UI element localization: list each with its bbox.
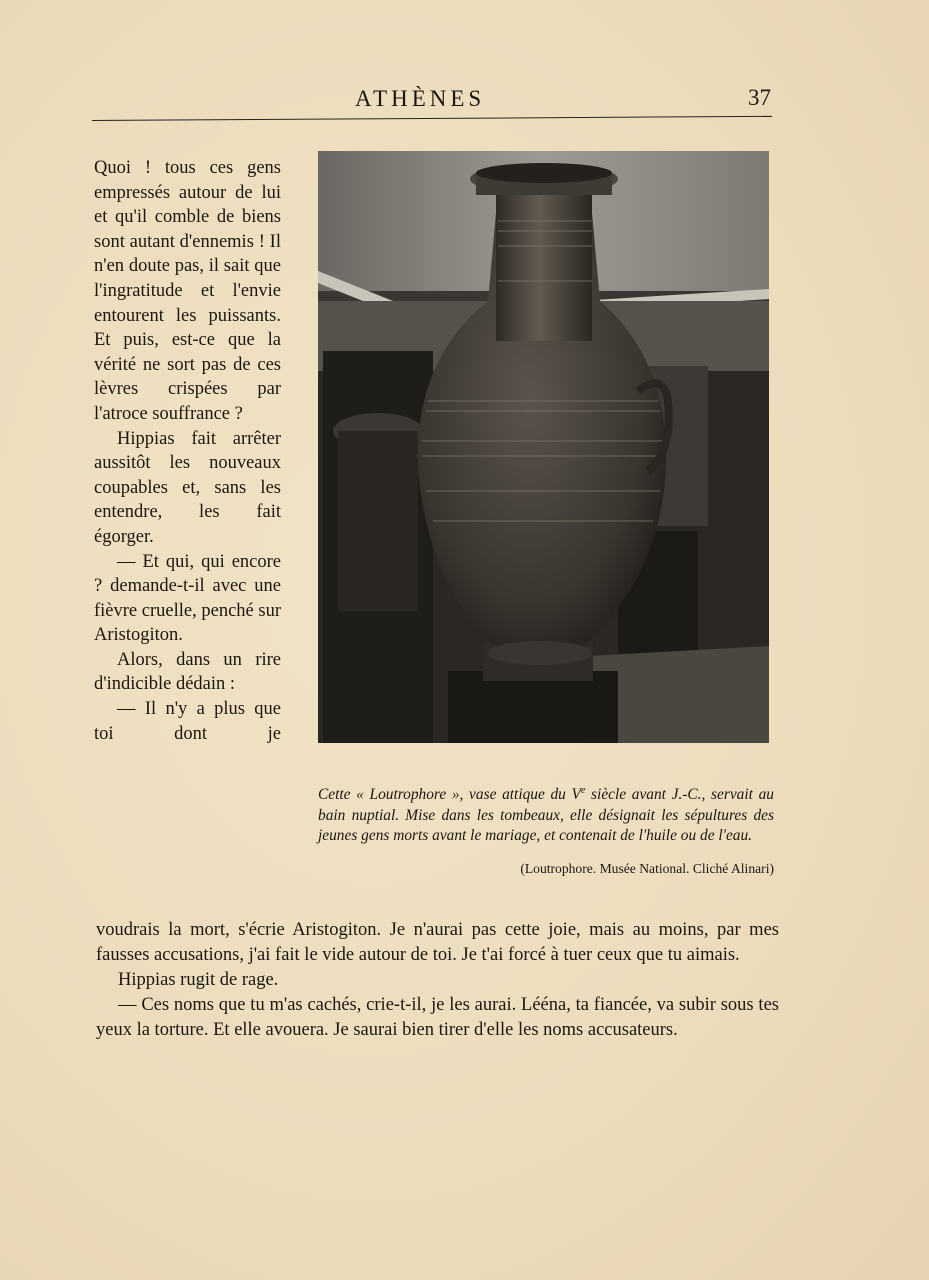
header-rule — [92, 116, 772, 121]
running-head-title: ATHÈNES — [355, 86, 486, 111]
paragraph: Hippias rugit de rage. — [118, 970, 279, 990]
paragraph: — Et qui, qui encore ? demande-t-il avec une fièvre cruelle, penché sur Aristogiton. — [94, 551, 281, 646]
paragraph: — Il n'y a plus que toi dont je — [94, 699, 281, 744]
caption-text: siècle avant J.-C., servait au bain nuptial. Mise dans les tombeaux, elle désignait les sépultures des jeunes gens morts avant le mariage, et contenait de l'huile ou de l'eau. — [318, 786, 774, 845]
figure-caption — [318, 781, 774, 847]
paragraph: — Ces noms que tu m'as cachés, crie-t-il, je les aurai. Lééna, ta fiancée, va subir sous tes yeux la torture. Et elle avouera. Je saurai bien tirer d'elle les noms accusateurs. — [96, 995, 779, 1040]
paragraph: Alors, dans un rire d'indicible dédain : — [94, 649, 281, 695]
photo-credit: (Loutrophore. Musée National. Cliché Alinari) — [520, 861, 774, 876]
full-width-text — [96, 918, 779, 1043]
loutrophore-photo — [318, 151, 769, 743]
page-number: 37 — [748, 85, 771, 110]
narrow-text-column — [94, 156, 281, 746]
paragraph: Quoi ! tous ces gens empressés autour de lui et qu'il comble de biens sont autant d'ennemis ! Il n'en doute pas, il sait que l'ingratitude et l'envie entourent les puissants. Et puis, est-ce que la vérité ne sort pas de ces lèvres crispées par l'atroce souffrance ? — [94, 158, 281, 424]
paragraph: voudrais la mort, s'écrie Aristogiton. Je n'aurai pas cette joie, mais au moins, par mes fausses accusations, j'ai fait le vide autour de toi. Je t'ai forcé à tuer ceux que tu aimais. — [96, 920, 779, 965]
paragraph: Hippias fait arrêter aussitôt les nouveaux coupables et, sans les entendre, les fait égorger. — [94, 428, 281, 547]
caption-superscript: e — [580, 785, 586, 796]
caption-text: Cette « Loutrophore », vase attique du V — [318, 786, 581, 804]
vase-illustration — [318, 151, 769, 743]
